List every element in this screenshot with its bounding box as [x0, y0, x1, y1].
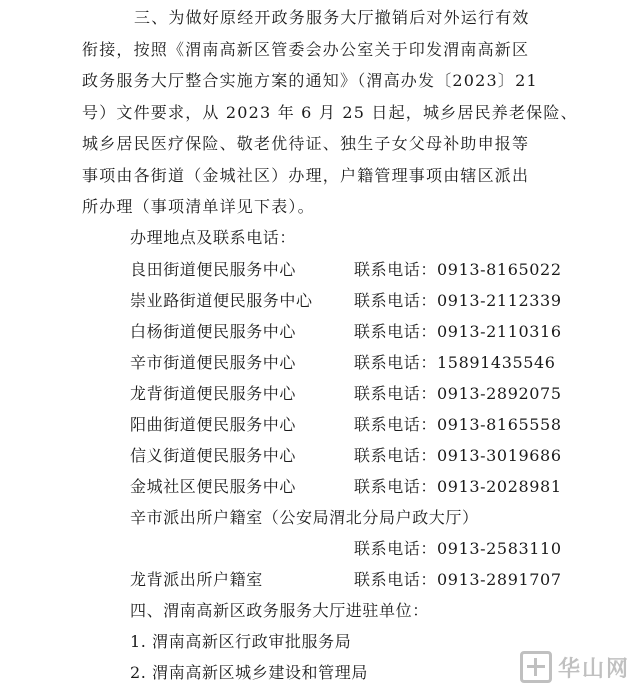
paragraph-line: 所办理（事项清单详见下表）。 [82, 197, 315, 216]
watermark-text: 华山网 [557, 656, 630, 682]
list-item: 2. 渭南高新区城乡建设和管理局 [130, 663, 368, 682]
contact-phone: 联系电话：0913-2892075 [354, 384, 562, 403]
contact-name: 白杨街道便民服务中心 [130, 322, 297, 341]
paragraph-line: 号）文件要求，从 2023 年 6 月 25 日起，城乡居民养老保险、 [82, 102, 578, 122]
paragraph-line: 三、为做好原经开政务服务大厅撤销后对外运行有效 [134, 8, 530, 27]
contact-phone: 联系电话：0913-2891707 [354, 570, 562, 589]
contact-phone: 联系电话：0913-2110316 [354, 322, 562, 341]
contact-phone: 联系电话：0913-2583110 [354, 539, 562, 558]
contacts-heading: 办理地点及联系电话： [130, 228, 297, 247]
contact-name: 辛市街道便民服务中心 [130, 353, 297, 372]
paragraph-line: 事项由各街道（金城社区）办理，户籍管理事项由辖区派出 [82, 165, 530, 185]
contact-name: 金城社区便民服务中心 [130, 477, 297, 496]
contact-name: 辛市派出所户籍室（公安局渭北分局户政大厅） [130, 508, 479, 527]
contact-name: 良田街道便民服务中心 [130, 260, 297, 279]
contact-phone: 联系电话：15891435546 [354, 353, 556, 372]
paragraph-line: 衔接，按照《渭南高新区管委会办公室关于印发渭南高新区 [82, 39, 530, 59]
contact-name: 阳曲街道便民服务中心 [130, 415, 297, 434]
contact-phone: 联系电话：0913-2112339 [354, 291, 562, 310]
contact-phone: 联系电话：0913-3019686 [354, 446, 562, 465]
contact-phone: 联系电话：0913-2028981 [354, 477, 562, 496]
contact-name: 信义街道便民服务中心 [130, 446, 297, 465]
list-item: 1. 渭南高新区行政审批服务局 [130, 632, 352, 651]
section-3-paragraph [82, 2, 622, 223]
contact-phone: 联系电话：0913-8165022 [354, 260, 562, 279]
section-4-heading: 四、渭南高新区政务服务大厅进驻单位： [130, 601, 429, 620]
contact-name: 龙背街道便民服务中心 [130, 384, 297, 403]
contact-phone: 联系电话：0913-8165558 [354, 415, 562, 434]
paragraph-line: 城乡居民医疗保险、敬老优待证、独生子女父母补助申报等 [82, 134, 530, 153]
huashan-seal-icon [520, 651, 552, 683]
watermark [520, 651, 630, 683]
contact-name: 龙背派出所户籍室 [130, 570, 263, 589]
paragraph-line: 政务服务大厅整合实施方案的通知》（渭高办发〔2023〕21 [82, 71, 538, 90]
contact-name: 崇业路街道便民服务中心 [130, 291, 313, 310]
